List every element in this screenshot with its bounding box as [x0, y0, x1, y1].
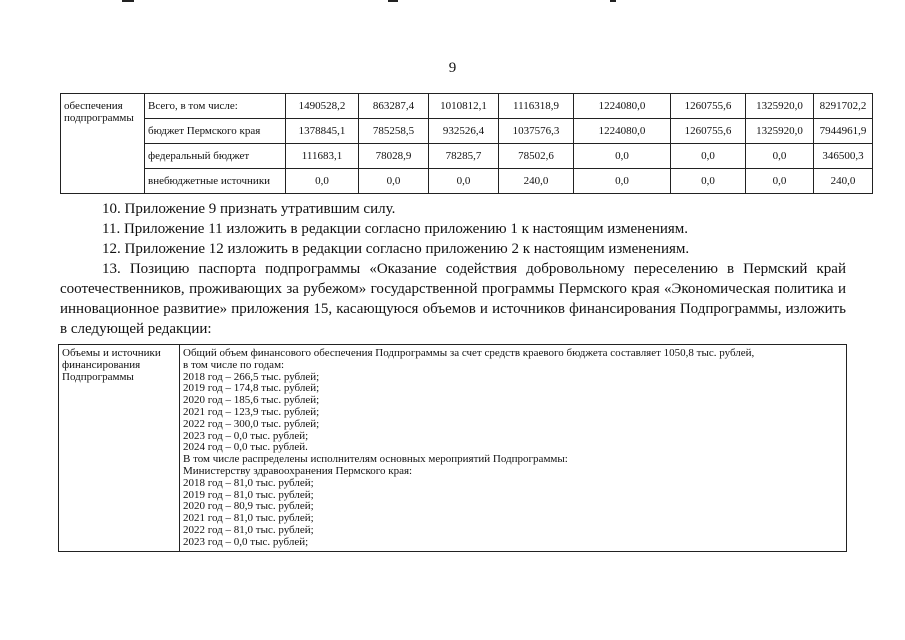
passport-line: 2019 год – 81,0 тыс. рублей;: [183, 488, 314, 501]
passport-line: В том числе распределены исполнителям основных мероприятий Подпрограммы:: [183, 453, 568, 466]
value-cell: 1378845,1: [286, 119, 359, 144]
passport-line: в том числе по годам:: [183, 358, 285, 371]
paragraph: 13. Позицию паспорта подпрограммы «Оказание содействия добровольному переселению в Пермский край соотечественников, проживающих за рубежом» государственной программы Пермского края «Экономическая политика и инновационное развитие» приложения 15, касающуюся объемов и источников финансирования Подпрограммы, изложить в следующей редакции:: [60, 261, 846, 337]
value-cell: 0,0: [359, 169, 429, 194]
value-cell: 785258,5: [359, 119, 429, 144]
paragraph: 12. Приложение 12 изложить в редакции согласно приложению 2 к настоящим изменениям.: [102, 241, 690, 257]
passport-line: Общий объем финансового обеспечения Подпрограммы за счет средств краевого бюджета составляет 1050,8 тыс. рублей,: [183, 347, 755, 359]
value-cell: 111683,1: [286, 144, 359, 169]
value-cell: 1325920,0: [746, 119, 814, 144]
passport-line: 2023 год – 0,0 тыс. рублей;: [183, 429, 309, 442]
table-row: [61, 169, 873, 194]
value-cell: 240,0: [814, 169, 873, 194]
source-cell: Всего, в том числе:: [145, 94, 286, 119]
passport-line: 2024 год – 0,0 тыс. рублей.: [183, 441, 308, 454]
value-cell: 78502,6: [499, 144, 574, 169]
value-cell: 1325920,0: [746, 94, 814, 119]
table-row: [61, 119, 873, 144]
passport-line: 2021 год – 123,9 тыс. рублей;: [183, 405, 320, 418]
value-cell: 0,0: [574, 144, 671, 169]
passport-label: Объемы и источники финансирования Подпрограммы: [59, 345, 180, 552]
passport-line: 2023 год – 0,0 тыс. рублей;: [183, 535, 309, 548]
scan-mark: [610, 0, 616, 2]
value-cell: 346500,3: [814, 144, 873, 169]
value-cell: 240,0: [499, 169, 574, 194]
source-cell: внебюджетные источники: [145, 169, 286, 194]
table-row: [61, 94, 873, 119]
value-cell: 0,0: [429, 169, 499, 194]
scan-mark: [388, 0, 398, 2]
source-cell: федеральный бюджет: [145, 144, 286, 169]
amendment-paragraphs: [60, 199, 846, 339]
value-cell: 7944961,9: [814, 119, 873, 144]
value-cell: 0,0: [286, 169, 359, 194]
value-cell: 1224080,0: [574, 94, 671, 119]
value-cell: 0,0: [574, 169, 671, 194]
passport-line: 2020 год – 185,6 тыс. рублей;: [183, 394, 320, 407]
value-cell: 1260755,6: [671, 94, 746, 119]
passport-line: 2022 год – 300,0 тыс. рублей;: [183, 417, 320, 430]
value-cell: 78028,9: [359, 144, 429, 169]
value-cell: 932526,4: [429, 119, 499, 144]
value-cell: 8291702,2: [814, 94, 873, 119]
value-cell: 863287,4: [359, 94, 429, 119]
value-cell: 1224080,0: [574, 119, 671, 144]
source-cell: бюджет Пермского края: [145, 119, 286, 144]
value-cell: 1490528,2: [286, 94, 359, 119]
value-cell: 0,0: [671, 144, 746, 169]
value-cell: 1037576,3: [499, 119, 574, 144]
value-cell: 1010812,1: [429, 94, 499, 119]
passport-table: [58, 344, 847, 552]
paragraph: 11. Приложение 11 изложить в редакции согласно приложению 1 к настоящим изменениям.: [102, 221, 689, 237]
table-row: [59, 345, 847, 552]
passport-line: 2018 год – 81,0 тыс. рублей;: [183, 476, 314, 489]
passport-line: 2021 год – 81,0 тыс. рублей;: [183, 512, 314, 525]
value-cell: 0,0: [746, 144, 814, 169]
value-cell: 1116318,9: [499, 94, 574, 119]
passport-line: 2022 год – 81,0 тыс. рублей;: [183, 523, 314, 536]
passport-line: 2019 год – 174,8 тыс. рублей;: [183, 382, 320, 395]
value-cell: 1260755,6: [671, 119, 746, 144]
paragraph: 10. Приложение 9 признать утратившим силу.: [102, 201, 396, 217]
passport-line: 2020 год – 80,9 тыс. рублей;: [183, 500, 314, 513]
row-group-label: обеспечения подпрограммы: [61, 94, 145, 194]
table-row: [61, 144, 873, 169]
passport-content: [180, 345, 847, 552]
page-number: 9: [448, 60, 457, 76]
value-cell: 78285,7: [429, 144, 499, 169]
passport-line: 2018 год – 266,5 тыс. рублей;: [183, 370, 320, 383]
scan-mark: [122, 0, 134, 2]
value-cell: 0,0: [746, 169, 814, 194]
financing-table: [60, 93, 873, 194]
value-cell: 0,0: [671, 169, 746, 194]
passport-line: Министерству здравоохранения Пермского края:: [183, 464, 413, 477]
